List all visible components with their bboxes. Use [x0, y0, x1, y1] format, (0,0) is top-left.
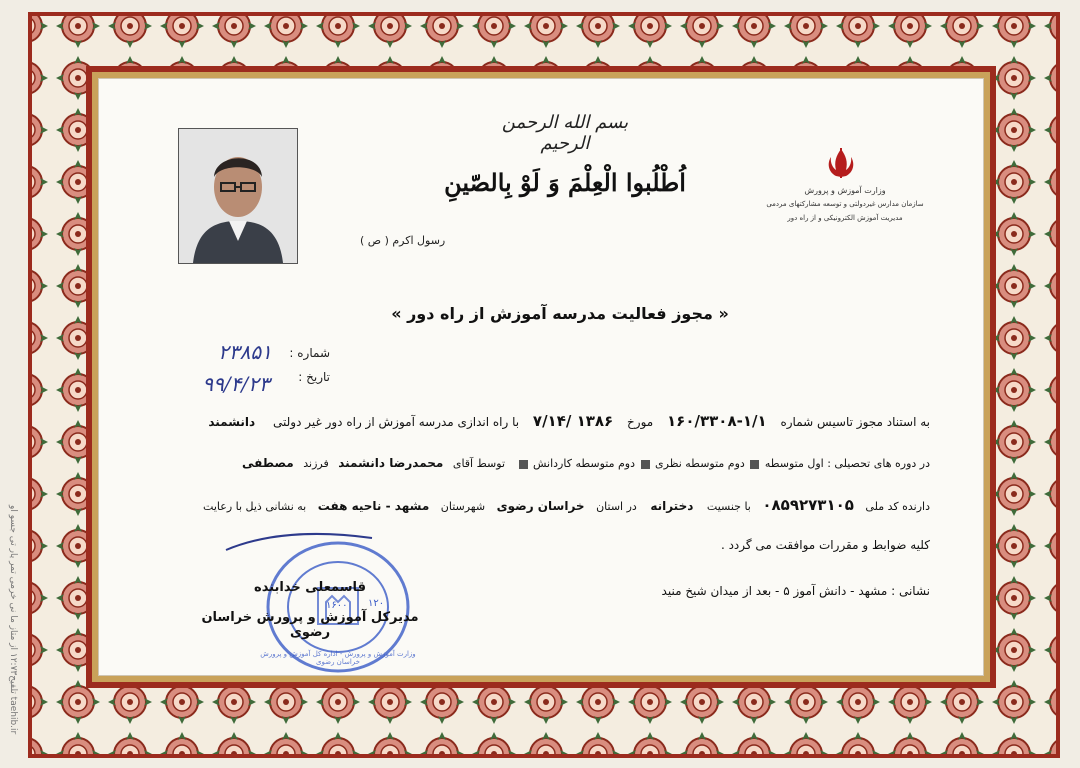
- father-name: مصطفی: [242, 456, 294, 470]
- body-l2-a: در دوره های تحصیلی : اول متوسطه: [764, 457, 930, 470]
- stamp-ring-text: وزارت آموزش و پرورش - اداره کل آموزش و پرورش خراسان رضوی: [260, 650, 416, 666]
- signer-position: مدیرکل آموزش و پرورش خراسان رضوی: [201, 610, 419, 640]
- hadith-text: اُطْلُبوا الْعِلْمَ وَ لَوْ بِالصّينِ: [444, 168, 686, 197]
- national-id: ۰۸۵۹۲۷۳۱۰۵: [762, 496, 854, 514]
- body-l1-e: با راه اندازی مدرسه آموزش از راه دور غیر دولتی: [273, 415, 520, 429]
- gender: دخترانه: [650, 499, 694, 513]
- signer-name: قاسمعلی خدابنده: [254, 580, 366, 595]
- body-l3-g: شهرستان: [440, 500, 486, 513]
- province: خراسان رضوی: [496, 499, 585, 513]
- checkbox-icon: [641, 460, 650, 469]
- date-value: ۹۹/۴/۲۳: [202, 372, 270, 396]
- address-line: نشانی : مشهد - دانش آموز ۵ - بعد از میدان شیخ منید: [661, 584, 930, 598]
- body-l2-f: فرزند: [303, 457, 329, 470]
- body-l3-c: با جنسیت: [706, 500, 751, 513]
- body-l2-d: توسط آقای: [452, 457, 506, 470]
- body-l3-e: در استان: [596, 500, 637, 513]
- ministry-line-2: سازمان مدارس غیردولتی و توسعه مشارکتهای مردمی: [766, 200, 924, 208]
- number-value: ۲۳۸۵۱: [218, 340, 272, 364]
- body-l2-c: دوم متوسطه کاردانش: [533, 457, 636, 470]
- stamp-code: ۱۶۰۰: [326, 600, 348, 611]
- body-line-1: [150, 412, 930, 430]
- holder-photo: [178, 128, 298, 264]
- number-label: شماره :: [289, 346, 330, 360]
- ministry-line-1: وزارت آموزش و پرورش: [804, 186, 886, 195]
- school-name: دانشمند: [208, 415, 256, 429]
- date-label: تاریخ :: [298, 370, 330, 384]
- city-district: مشهد - ناحیه هفت: [317, 499, 430, 513]
- checkbox-icon: [750, 460, 759, 469]
- body-l1-c: مورخ: [627, 415, 654, 429]
- body-line-2: [150, 456, 930, 470]
- signature-scribble-icon: [224, 530, 374, 560]
- bismillah-calligraphy: بسم الله الرحمن الرحيم: [501, 112, 629, 154]
- license-date: ۱۳۸۶ /۷/۱۴: [532, 412, 614, 430]
- body-l2-b: دوم متوسطه نظری: [655, 457, 745, 470]
- stamp-number: ۱۲۰: [368, 598, 385, 609]
- hadith-source: رسول اکرم ( ص ): [360, 234, 446, 247]
- iran-emblem-icon: [824, 146, 858, 180]
- certificate-title: « مجوز فعالیت مدرسه آموزش از راه دور »: [391, 304, 729, 323]
- body-line-4: کلیه ضوابط و مقررات موافقت می گردد .: [720, 538, 930, 552]
- body-l3-a: دارنده کد ملی: [865, 500, 930, 513]
- checkbox-icon: [519, 460, 528, 469]
- license-number: ۱/۱-۱۶۰/۳۳۰۸: [667, 412, 767, 430]
- side-note: تلفیح۱۲:۷۳ از متاز ما نی خرمی تمر یار تی جسو او taehib.ir: [8, 505, 18, 735]
- person-silhouette-icon: [179, 129, 297, 263]
- body-l3-i: به نشانی ذیل با رعایت: [203, 500, 307, 513]
- ministry-line-3: مدیریت آموزش الکترونیکی و از راه دور: [787, 214, 903, 222]
- body-line-3: [150, 496, 930, 514]
- holder-name: محمدرضا دانشمند: [338, 456, 444, 470]
- body-l1-a: به استناد مجوز تاسیس شماره: [780, 415, 930, 429]
